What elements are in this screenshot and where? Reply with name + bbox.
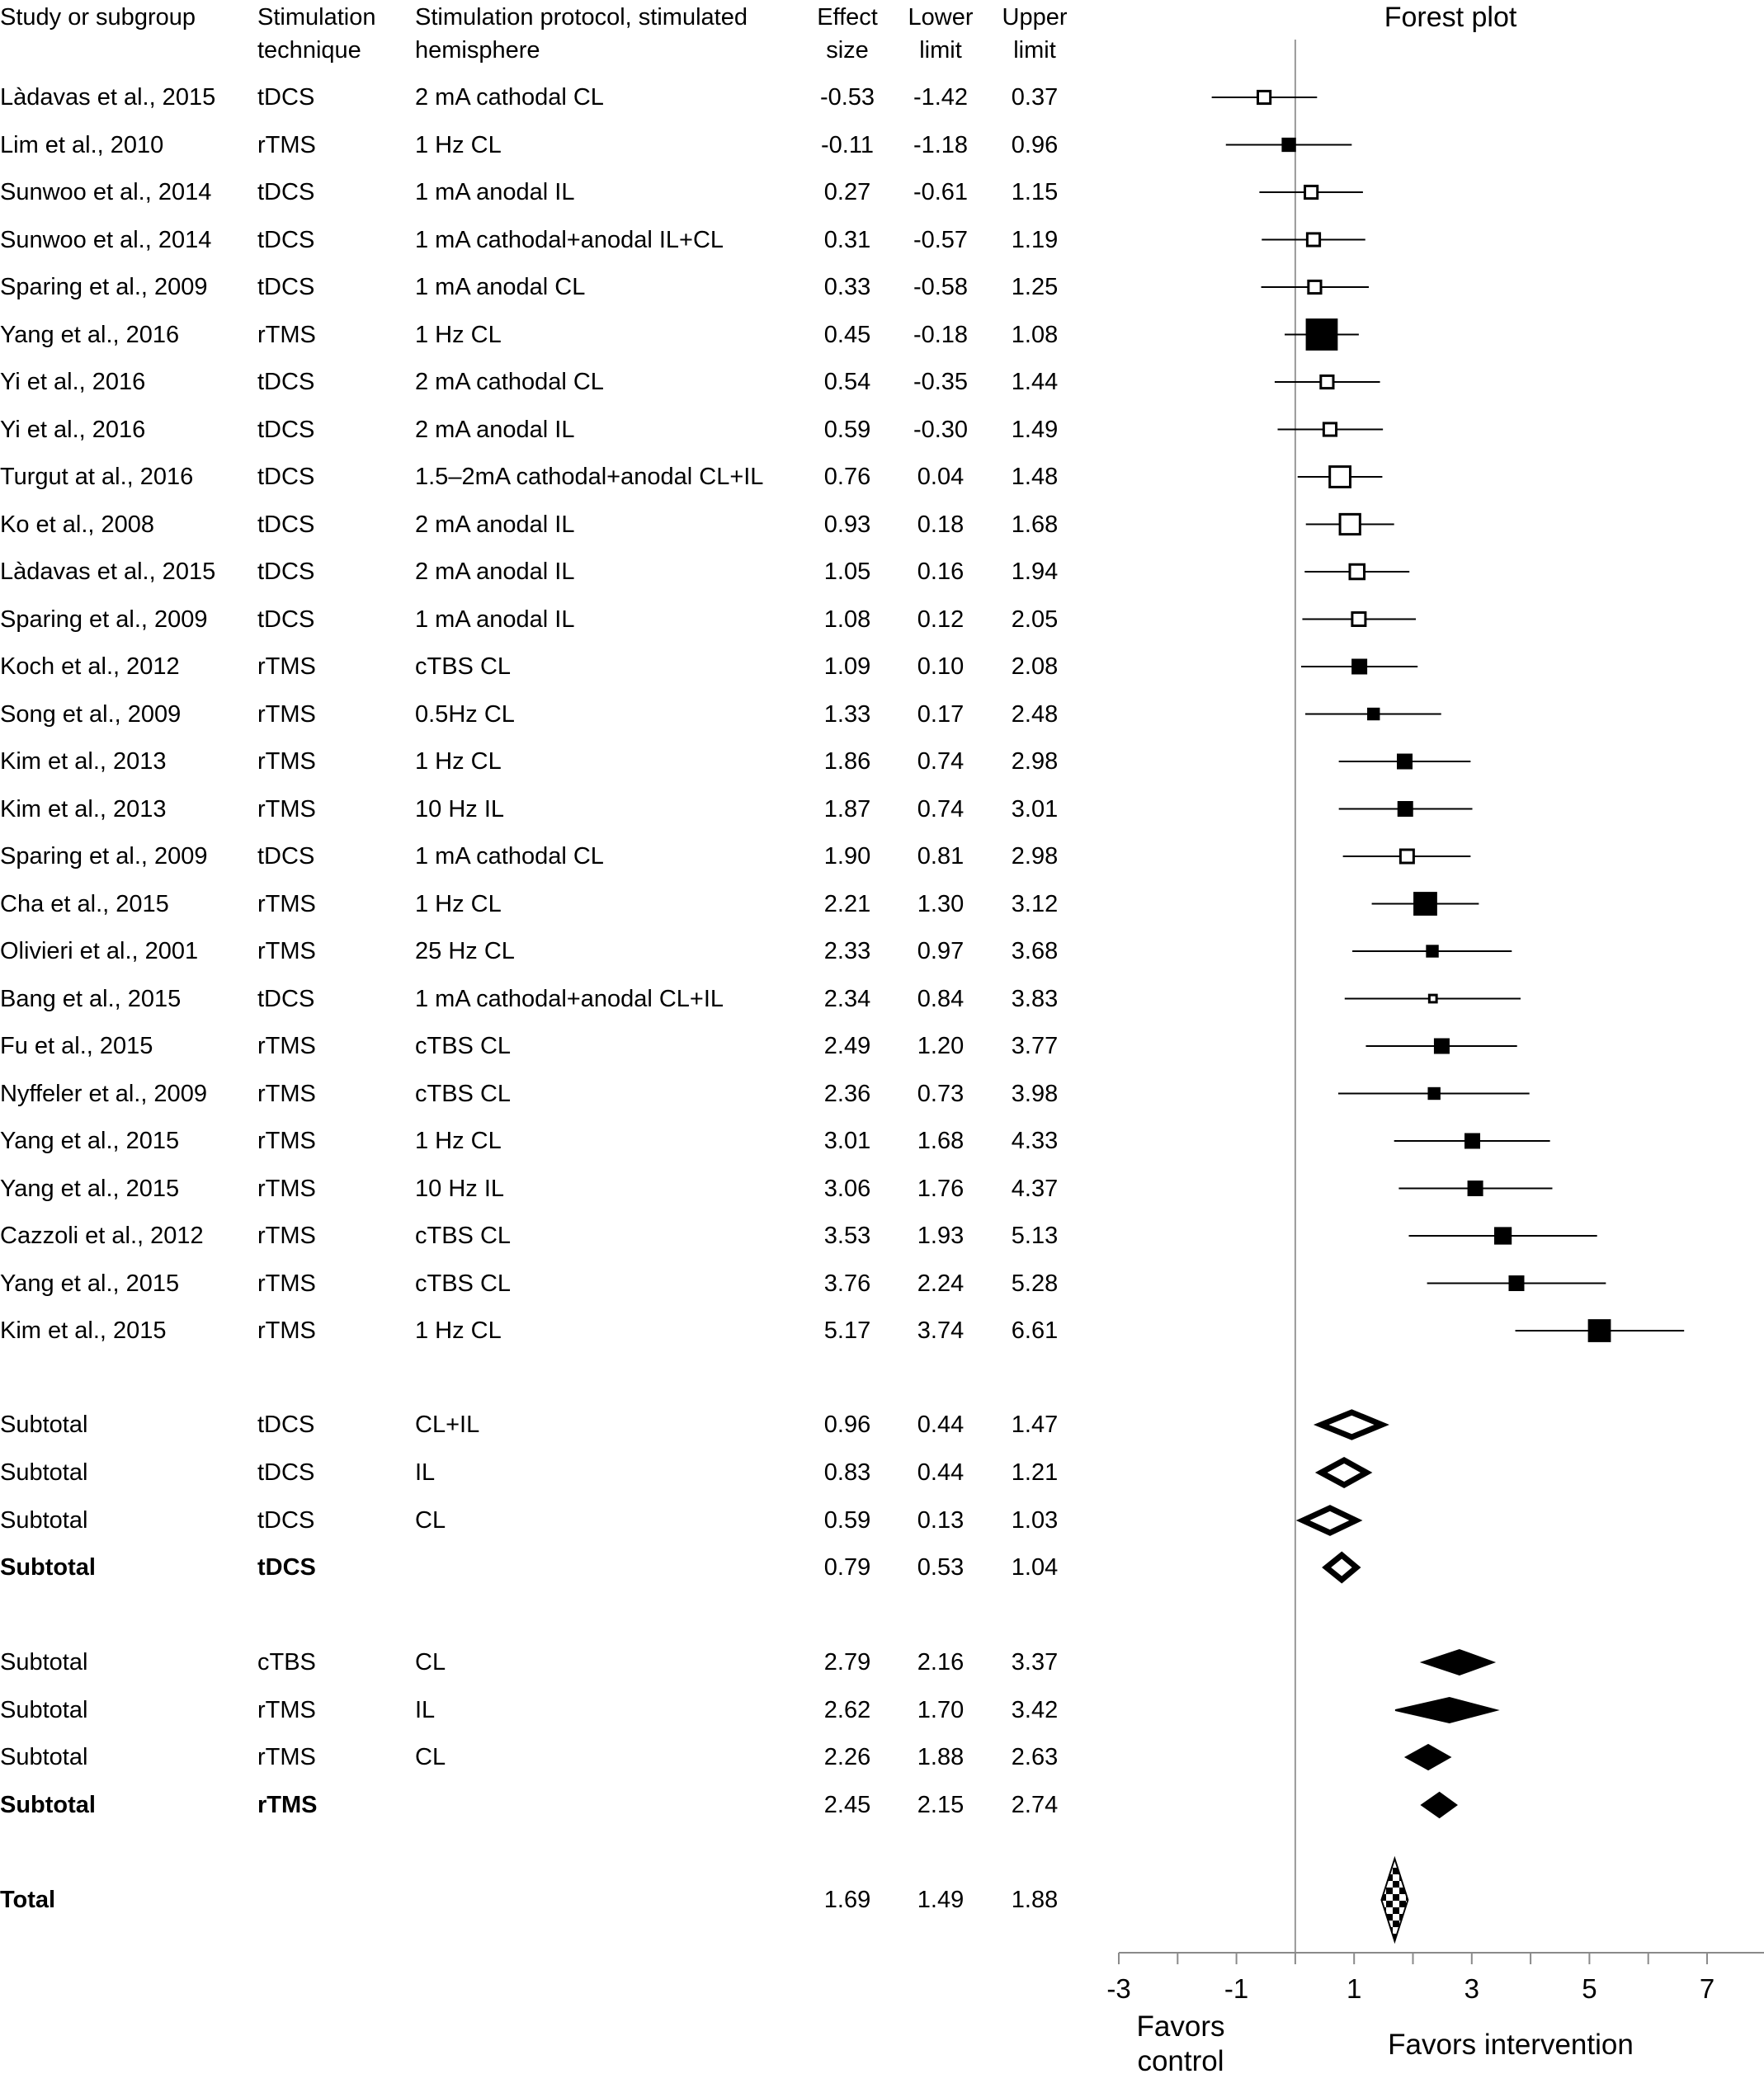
- open-square-marker: [1429, 995, 1436, 1002]
- cell-study: Subtotal: [0, 1649, 88, 1676]
- cell-upper: 3.42: [1011, 1697, 1059, 1723]
- cell-effect: 0.59: [823, 416, 871, 443]
- x-tick-label: -3: [1106, 1973, 1131, 2004]
- cell-study: Yi et al., 2016: [0, 369, 146, 395]
- cell-protocol: 2 mA anodal IL: [415, 416, 575, 443]
- x-tick-label: 3: [1464, 1973, 1479, 2004]
- cell-technique: tDCS: [257, 559, 315, 585]
- cell-technique: rTMS: [257, 1223, 316, 1249]
- cell-technique: rTMS: [257, 1697, 316, 1723]
- cell-technique: rTMS: [257, 795, 316, 822]
- cell-study: Subtotal: [0, 1744, 88, 1770]
- cell-lower: 0.17: [917, 700, 965, 728]
- col-header-protocol-line1: Stimulation protocol, stimulated: [415, 4, 748, 31]
- cell-protocol: 1 mA anodal IL: [415, 606, 575, 633]
- cell-study: Lim et al., 2010: [0, 131, 164, 158]
- cell-lower: -0.57: [913, 226, 969, 253]
- cell-protocol: 1 Hz CL: [415, 1317, 502, 1344]
- cell-technique: tDCS: [257, 84, 315, 111]
- cell-technique: rTMS: [257, 1270, 316, 1297]
- cell-study: Olivieri et al., 2001: [0, 938, 199, 964]
- filled-square-marker: [1429, 1088, 1439, 1098]
- cell-study: Bang et al., 2015: [0, 985, 182, 1012]
- cell-protocol: 2 mA cathodal CL: [415, 84, 604, 111]
- open-square-marker: [1307, 233, 1319, 246]
- cell-effect: 1.09: [823, 653, 871, 680]
- cell-lower: 2.15: [917, 1792, 965, 1818]
- cell-technique: rTMS: [257, 653, 316, 680]
- cell-technique: rTMS: [257, 321, 316, 348]
- cell-technique: rTMS: [257, 890, 316, 917]
- total-diamond: [1381, 1859, 1408, 1941]
- cell-lower: 0.97: [917, 938, 965, 964]
- cell-effect: 2.45: [823, 1792, 871, 1818]
- cell-upper: 1.49: [1011, 416, 1059, 443]
- cell-lower: 1.68: [917, 1128, 965, 1154]
- cell-technique: tDCS: [257, 1412, 315, 1438]
- cell-lower: 0.84: [917, 985, 965, 1012]
- cell-effect: 0.79: [823, 1554, 871, 1581]
- cell-upper: 3.37: [1011, 1649, 1059, 1676]
- cell-study: Subtotal: [0, 1697, 88, 1723]
- filled-square-marker: [1398, 803, 1412, 816]
- cell-protocol: 1.5–2mA cathodal+anodal CL+IL: [415, 464, 764, 490]
- cell-study: Subtotal: [0, 1459, 88, 1486]
- subtotal-diamond: [1395, 1698, 1497, 1723]
- cell-protocol: CL: [415, 1649, 446, 1676]
- cell-protocol: IL: [415, 1697, 436, 1723]
- cell-study: Yi et al., 2016: [0, 416, 146, 443]
- cell-upper: 2.74: [1011, 1792, 1059, 1818]
- cell-technique: tDCS: [257, 843, 315, 870]
- x-tick-label: 5: [1582, 1973, 1597, 2004]
- cell-upper: 1.08: [1011, 321, 1059, 348]
- cell-protocol: 1 mA cathodal+anodal IL+CL: [415, 226, 724, 253]
- subtotal-diamond: [1321, 1460, 1366, 1485]
- col-header-upper-line1: Upper: [1002, 4, 1068, 31]
- cell-upper: 2.98: [1011, 748, 1059, 775]
- x-tick-label: -1: [1224, 1973, 1249, 2004]
- col-header-lower-line2: limit: [919, 37, 962, 64]
- cell-effect: 1.08: [823, 606, 871, 633]
- cell-lower: 1.93: [917, 1223, 965, 1249]
- cell-effect: 0.33: [823, 274, 871, 300]
- col-header-technique-line2: technique: [257, 37, 361, 64]
- cell-protocol: 1 mA anodal IL: [415, 179, 575, 205]
- cell-upper: 5.13: [1011, 1223, 1059, 1249]
- cell-study: Làdavas et al., 2015: [0, 559, 216, 585]
- open-square-marker: [1321, 375, 1333, 388]
- cell-effect: 2.36: [823, 1080, 871, 1107]
- cell-technique: tDCS: [257, 606, 315, 633]
- cell-lower: 1.76: [917, 1175, 965, 1202]
- cell-upper: 0.96: [1011, 131, 1059, 158]
- cell-lower: 0.44: [917, 1459, 965, 1486]
- cell-lower: -0.58: [913, 274, 969, 300]
- cell-protocol: cTBS CL: [415, 653, 512, 680]
- cell-upper: 1.19: [1011, 226, 1059, 253]
- cell-effect: 1.90: [823, 843, 871, 870]
- cell-lower: 0.44: [917, 1412, 965, 1438]
- cell-upper: 1.25: [1011, 274, 1059, 300]
- cell-protocol: cTBS CL: [415, 1080, 512, 1107]
- cell-study: Subtotal: [0, 1792, 96, 1818]
- filled-square-marker: [1283, 139, 1295, 150]
- cell-lower: 1.49: [917, 1887, 965, 1913]
- cell-technique: rTMS: [257, 1744, 316, 1770]
- cell-effect: 0.93: [823, 511, 871, 538]
- cell-protocol: 1 Hz CL: [415, 748, 502, 775]
- cell-effect: 1.69: [823, 1887, 871, 1913]
- cell-technique: tDCS: [257, 464, 315, 490]
- cell-technique: rTMS: [257, 1317, 316, 1344]
- col-header-effect-line1: Effect: [817, 4, 878, 31]
- cell-upper: 6.61: [1011, 1317, 1059, 1344]
- cell-study: Kim et al., 2015: [0, 1317, 167, 1344]
- subtotal-diamond: [1327, 1555, 1356, 1580]
- open-square-marker: [1350, 564, 1365, 579]
- cell-lower: -0.35: [913, 369, 969, 395]
- cell-upper: 1.88: [1011, 1887, 1059, 1913]
- cell-upper: 1.68: [1011, 511, 1059, 538]
- cell-lower: 0.74: [917, 795, 965, 822]
- cell-protocol: 2 mA anodal IL: [415, 511, 575, 538]
- cell-upper: 1.44: [1011, 369, 1059, 395]
- open-square-marker: [1323, 423, 1336, 436]
- cell-lower: 0.16: [917, 559, 965, 585]
- open-square-marker: [1352, 613, 1365, 626]
- cell-effect: 2.79: [823, 1649, 871, 1676]
- cell-upper: 3.98: [1011, 1080, 1059, 1107]
- cell-study: Fu et al., 2015: [0, 1033, 153, 1059]
- cell-effect: 0.76: [823, 464, 871, 490]
- cell-upper: 2.63: [1011, 1744, 1059, 1770]
- col-header-technique-line1: Stimulation: [257, 4, 376, 31]
- cell-protocol: 1 mA anodal CL: [415, 274, 586, 300]
- cell-lower: 0.81: [917, 843, 965, 870]
- cell-lower: 0.13: [917, 1507, 965, 1534]
- cell-effect: 0.96: [823, 1412, 871, 1438]
- filled-square-marker: [1466, 1134, 1479, 1148]
- cell-lower: -0.30: [913, 416, 969, 443]
- cell-study: Yang et al., 2015: [0, 1270, 180, 1297]
- cell-technique: cTBS: [257, 1649, 316, 1676]
- cell-upper: 1.21: [1011, 1459, 1059, 1486]
- cell-study: Cha et al., 2015: [0, 890, 169, 917]
- open-square-marker: [1309, 280, 1321, 293]
- col-header-protocol-line2: hemisphere: [415, 37, 540, 64]
- cell-upper: 3.01: [1011, 795, 1059, 822]
- cell-technique: tDCS: [257, 226, 315, 253]
- cell-study: Nyffeler et al., 2009: [0, 1080, 207, 1107]
- cell-protocol: CL: [415, 1744, 446, 1770]
- filled-square-marker: [1398, 755, 1412, 768]
- subtotal-diamond: [1303, 1508, 1356, 1533]
- cell-protocol: 1 Hz CL: [415, 890, 502, 917]
- cell-effect: 2.33: [823, 938, 871, 964]
- cell-upper: 4.37: [1011, 1175, 1059, 1202]
- subtotal-diamond: [1422, 1793, 1456, 1817]
- cell-lower: 2.24: [917, 1270, 965, 1297]
- cell-effect: 1.87: [823, 795, 871, 822]
- cell-lower: 1.88: [917, 1744, 965, 1770]
- cell-protocol: 25 Hz CL: [415, 938, 515, 964]
- cell-effect: 2.62: [823, 1697, 871, 1723]
- cell-protocol: 1 mA cathodal+anodal CL+IL: [415, 985, 724, 1012]
- cell-lower: -0.61: [913, 179, 969, 205]
- cell-protocol: 1 Hz CL: [415, 1128, 502, 1154]
- cell-upper: 3.83: [1011, 985, 1059, 1012]
- cell-effect: 3.53: [823, 1223, 871, 1249]
- col-header-upper-line2: limit: [1013, 37, 1056, 64]
- cell-technique: rTMS: [257, 748, 316, 775]
- cell-protocol: 1 mA cathodal CL: [415, 843, 604, 870]
- cell-technique: rTMS: [257, 1175, 316, 1202]
- cell-technique: tDCS: [257, 1507, 315, 1534]
- cell-study: Subtotal: [0, 1554, 96, 1581]
- cell-lower: 1.70: [917, 1697, 965, 1723]
- cell-upper: 3.68: [1011, 938, 1059, 964]
- cell-study: Total: [0, 1887, 56, 1913]
- cell-effect: 0.31: [823, 226, 871, 253]
- cell-protocol: 2 mA cathodal CL: [415, 369, 604, 395]
- cell-upper: 3.12: [1011, 890, 1059, 917]
- open-square-marker: [1258, 91, 1271, 103]
- cell-protocol: CL: [415, 1507, 446, 1534]
- col-header-study: Study or subgroup: [0, 4, 196, 31]
- cell-study: Song et al., 2009: [0, 700, 182, 728]
- cell-protocol: 1 Hz CL: [415, 321, 502, 348]
- cell-technique: tDCS: [257, 985, 315, 1012]
- cell-upper: 4.33: [1011, 1128, 1059, 1154]
- cell-effect: 1.86: [823, 748, 871, 775]
- cell-technique: tDCS: [257, 1554, 316, 1581]
- cell-upper: 3.77: [1011, 1033, 1059, 1059]
- cell-study: Yang et al., 2015: [0, 1128, 180, 1154]
- cell-study: Sunwoo et al., 2014: [0, 179, 212, 205]
- cell-study: Làdavas et al., 2015: [0, 84, 216, 111]
- col-header-lower-line1: Lower: [908, 4, 974, 31]
- favors-intervention-label: Favors intervention: [1388, 2029, 1634, 2061]
- cell-study: Kim et al., 2013: [0, 748, 167, 775]
- cell-effect: -0.53: [819, 84, 875, 111]
- filled-square-marker: [1353, 660, 1366, 673]
- cell-upper: 1.94: [1011, 559, 1059, 585]
- cell-technique: tDCS: [257, 416, 315, 443]
- cell-effect: 2.34: [823, 985, 871, 1012]
- cell-effect: 2.21: [823, 890, 871, 917]
- cell-protocol: cTBS CL: [415, 1033, 512, 1059]
- filled-square-marker: [1427, 946, 1437, 956]
- open-square-marker: [1330, 467, 1351, 488]
- cell-effect: 2.49: [823, 1033, 871, 1059]
- favors-control-label-line2: control: [1137, 2045, 1224, 2077]
- cell-effect: 0.45: [823, 321, 871, 348]
- x-tick-label: 1: [1347, 1973, 1362, 2004]
- cell-protocol: CL+IL: [415, 1412, 480, 1438]
- filled-square-marker: [1495, 1228, 1510, 1243]
- cell-lower: 1.20: [917, 1033, 965, 1059]
- cell-study: Sparing et al., 2009: [0, 843, 208, 870]
- cell-protocol: 1 Hz CL: [415, 131, 502, 158]
- cell-protocol: IL: [415, 1459, 436, 1486]
- cell-effect: 0.59: [823, 1507, 871, 1534]
- filled-square-marker: [1369, 709, 1379, 719]
- cell-technique: rTMS: [257, 938, 316, 964]
- filled-square-marker: [1469, 1182, 1482, 1195]
- cell-lower: 0.04: [917, 464, 965, 490]
- cell-protocol: 10 Hz IL: [415, 1175, 504, 1202]
- filled-square-marker: [1307, 320, 1337, 350]
- cell-study: Kim et al., 2013: [0, 795, 167, 822]
- cell-lower: 0.12: [917, 606, 965, 633]
- cell-technique: rTMS: [257, 700, 316, 728]
- cell-upper: 2.48: [1011, 700, 1059, 728]
- cell-study: Yang et al., 2016: [0, 321, 180, 348]
- plot-marks: [1212, 91, 1685, 1941]
- cell-upper: 2.08: [1011, 653, 1059, 680]
- cell-effect: 5.17: [823, 1317, 871, 1344]
- cell-study: Koch et al., 2012: [0, 653, 180, 680]
- cell-effect: 0.27: [823, 179, 871, 205]
- cell-technique: rTMS: [257, 1080, 316, 1107]
- cell-study: Yang et al., 2015: [0, 1175, 180, 1202]
- cell-study: Ko et al., 2008: [0, 511, 155, 538]
- cell-lower: 1.30: [917, 890, 965, 917]
- cell-technique: tDCS: [257, 511, 315, 538]
- subtotal-diamond: [1406, 1745, 1450, 1770]
- cell-lower: 0.18: [917, 511, 965, 538]
- cell-study: Subtotal: [0, 1507, 88, 1534]
- cell-study: Sunwoo et al., 2014: [0, 226, 212, 253]
- cell-lower: -1.18: [913, 131, 969, 158]
- cell-study: Sparing et al., 2009: [0, 606, 208, 633]
- cell-effect: 3.06: [823, 1175, 871, 1202]
- cell-technique: rTMS: [257, 1033, 316, 1059]
- cell-upper: 1.15: [1011, 179, 1059, 205]
- cell-technique: tDCS: [257, 1459, 315, 1486]
- cell-effect: 3.01: [823, 1128, 871, 1154]
- cell-technique: rTMS: [257, 1792, 318, 1818]
- cell-technique: rTMS: [257, 1128, 316, 1154]
- cell-protocol: 0.5Hz CL: [415, 700, 515, 728]
- cell-lower: -1.42: [913, 84, 969, 111]
- cell-effect: 1.33: [823, 700, 871, 728]
- cell-upper: 2.98: [1011, 843, 1059, 870]
- cell-protocol: 2 mA anodal IL: [415, 559, 575, 585]
- cell-effect: 0.54: [823, 369, 871, 395]
- cell-lower: 0.10: [917, 653, 965, 680]
- cell-protocol: cTBS CL: [415, 1223, 512, 1249]
- cell-study: Subtotal: [0, 1412, 88, 1438]
- x-tick-label: 7: [1699, 1973, 1715, 2004]
- cell-technique: rTMS: [257, 131, 316, 158]
- filled-square-marker: [1589, 1321, 1610, 1341]
- cell-technique: tDCS: [257, 179, 315, 205]
- cell-lower: 2.16: [917, 1649, 965, 1676]
- cell-effect: 0.83: [823, 1459, 871, 1486]
- cell-upper: 1.48: [1011, 464, 1059, 490]
- cell-upper: 1.47: [1011, 1412, 1059, 1438]
- cell-upper: 1.04: [1011, 1554, 1059, 1581]
- cell-protocol: cTBS CL: [415, 1270, 512, 1297]
- cell-lower: 0.73: [917, 1080, 965, 1107]
- cell-effect: 1.05: [823, 559, 871, 585]
- cell-study: Cazzoli et al., 2012: [0, 1223, 204, 1249]
- cell-lower: 3.74: [917, 1317, 965, 1344]
- cell-study: Turgut at al., 2016: [0, 464, 194, 490]
- col-header-effect-line2: size: [826, 37, 869, 64]
- filled-square-marker: [1510, 1277, 1523, 1290]
- cell-upper: 2.05: [1011, 606, 1059, 633]
- cell-study: Sparing et al., 2009: [0, 274, 208, 300]
- filled-square-marker: [1435, 1039, 1448, 1053]
- cell-upper: 0.37: [1011, 84, 1059, 111]
- plot-title: Forest plot: [1384, 2, 1517, 33]
- cell-upper: 1.03: [1011, 1507, 1059, 1534]
- open-square-marker: [1305, 186, 1318, 198]
- cell-effect: 2.26: [823, 1744, 871, 1770]
- open-square-marker: [1400, 850, 1413, 863]
- cell-effect: -0.11: [821, 131, 874, 158]
- filled-square-marker: [1415, 893, 1436, 915]
- cell-upper: 5.28: [1011, 1270, 1059, 1297]
- cell-technique: tDCS: [257, 369, 315, 395]
- cell-lower: -0.18: [913, 321, 969, 348]
- open-square-marker: [1340, 514, 1360, 534]
- subtotal-diamond: [1422, 1650, 1493, 1675]
- cell-technique: tDCS: [257, 274, 315, 300]
- subtotal-diamond: [1321, 1412, 1381, 1437]
- cell-protocol: 10 Hz IL: [415, 795, 504, 822]
- cell-lower: 0.74: [917, 748, 965, 775]
- favors-control-label-line1: Favors: [1136, 2010, 1225, 2043]
- cell-lower: 0.53: [917, 1554, 965, 1581]
- cell-effect: 3.76: [823, 1270, 871, 1297]
